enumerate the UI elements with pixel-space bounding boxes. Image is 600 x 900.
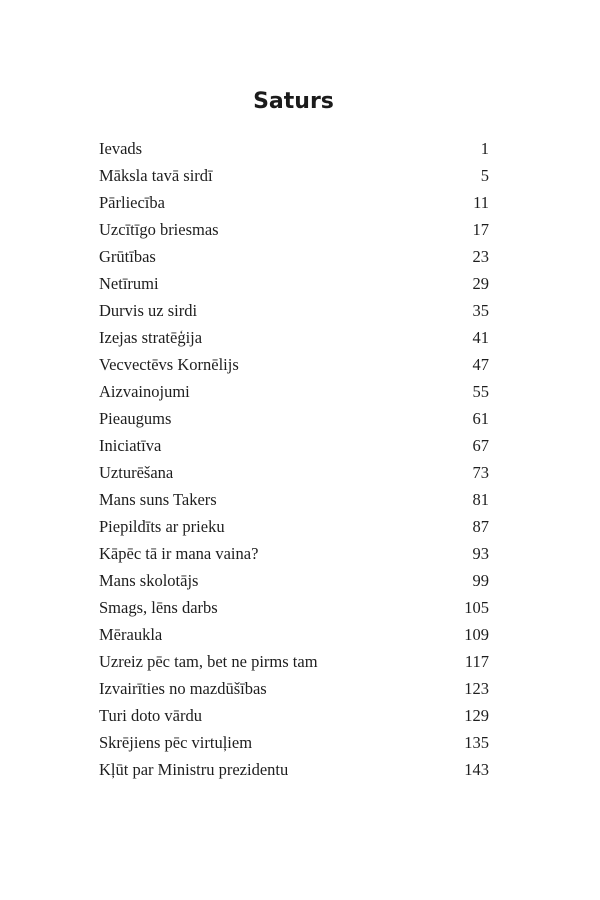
toc-entry-page-number: 1 (480, 139, 489, 158)
toc-entry-page-number: 93 (472, 544, 489, 563)
toc-entry-page-number: 109 (464, 625, 489, 644)
toc-entry (99, 702, 489, 729)
toc-entry-title: Uzcītīgo briesmas (99, 220, 219, 239)
toc-entry (99, 243, 489, 270)
toc-entry (99, 594, 489, 621)
toc-entry (99, 351, 489, 378)
toc-entry-title: Vecvectēvs Kornēlijs (99, 355, 239, 374)
toc-entry-page-number: 123 (464, 679, 489, 698)
page-title: Saturs (253, 89, 334, 114)
toc-entry-title: Māksla tavā sirdī (99, 166, 213, 185)
toc-entry-page-number: 73 (472, 463, 489, 482)
toc-entry-page-number: 99 (472, 571, 489, 590)
toc-entry-title: Kāpēc tā ir mana vaina? (99, 544, 259, 563)
toc-entry-page-number: 117 (464, 652, 489, 671)
toc-entry-page-number: 23 (472, 247, 489, 266)
toc-entry-title: Izvairīties no mazdūšības (99, 679, 267, 698)
toc-entry (99, 540, 489, 567)
toc-entry-page-number: 11 (473, 193, 489, 212)
toc-entry (99, 216, 489, 243)
toc-entry-page-number: 41 (472, 328, 489, 347)
toc-entry-title: Uzturēšana (99, 463, 174, 482)
toc-entry-title: Netīrumi (99, 274, 159, 293)
toc-entry (99, 162, 489, 189)
toc-entry-title: Mans suns Takers (99, 490, 217, 509)
toc-entry (99, 432, 489, 459)
toc-entry (99, 189, 489, 216)
toc-entry (99, 513, 489, 540)
toc-entry-page-number: 135 (464, 733, 489, 752)
toc-entry-title: Aizvainojumi (99, 382, 190, 401)
toc-entry-page-number: 17 (472, 220, 489, 239)
toc-entry (99, 459, 489, 486)
toc-entry-title: Kļūt par Ministru prezidentu (99, 760, 289, 779)
toc-entry (99, 648, 489, 675)
toc-entry (99, 756, 489, 783)
toc-entry (99, 567, 489, 594)
toc-entry-title: Mans skolotājs (99, 571, 199, 590)
toc-entry (99, 405, 489, 432)
toc-entry (99, 270, 489, 297)
toc-entry-title: Mēraukla (99, 625, 163, 644)
toc-entry (99, 324, 489, 351)
table-of-contents (99, 135, 489, 783)
toc-entry-page-number: 55 (472, 382, 489, 401)
toc-entry-title: Skrējiens pēc virtuļiem (99, 733, 253, 752)
toc-entry-page-number: 87 (472, 517, 489, 536)
toc-entry (99, 135, 489, 162)
toc-entry-page-number: 29 (472, 274, 489, 293)
toc-entry-title: Izejas stratēģija (99, 328, 203, 347)
toc-entry-title: Pieaugums (99, 409, 172, 428)
toc-entry-title: Ievads (99, 139, 143, 158)
toc-entry (99, 621, 489, 648)
toc-entry-title: Piepildīts ar prieku (99, 517, 225, 536)
toc-entry-page-number: 81 (472, 490, 489, 509)
toc-entry (99, 486, 489, 513)
toc-entry (99, 378, 489, 405)
toc-entry-page-number: 61 (472, 409, 489, 428)
toc-entry-page-number: 143 (464, 760, 489, 779)
toc-entry-page-number: 105 (464, 598, 489, 617)
toc-entry-title: Iniciatīva (99, 436, 162, 455)
toc-entry-title: Durvis uz sirdi (99, 301, 198, 320)
toc-entry-title: Grūtības (99, 247, 156, 266)
toc-entry (99, 675, 489, 702)
toc-entry-page-number: 35 (472, 301, 489, 320)
toc-entry-title: Uzreiz pēc tam, bet ne pirms tam (99, 652, 318, 671)
toc-entry-title: Smags, lēns darbs (99, 598, 218, 617)
toc-entry-page-number: 129 (464, 706, 489, 725)
toc-entry-page-number: 67 (472, 436, 489, 455)
toc-entry-page-number: 47 (472, 355, 489, 374)
toc-entry (99, 729, 489, 756)
toc-entry-title: Turi doto vārdu (99, 706, 202, 725)
toc-entry-page-number: 5 (480, 166, 489, 185)
toc-entry (99, 297, 489, 324)
toc-entry-title: Pārliecība (99, 193, 165, 212)
